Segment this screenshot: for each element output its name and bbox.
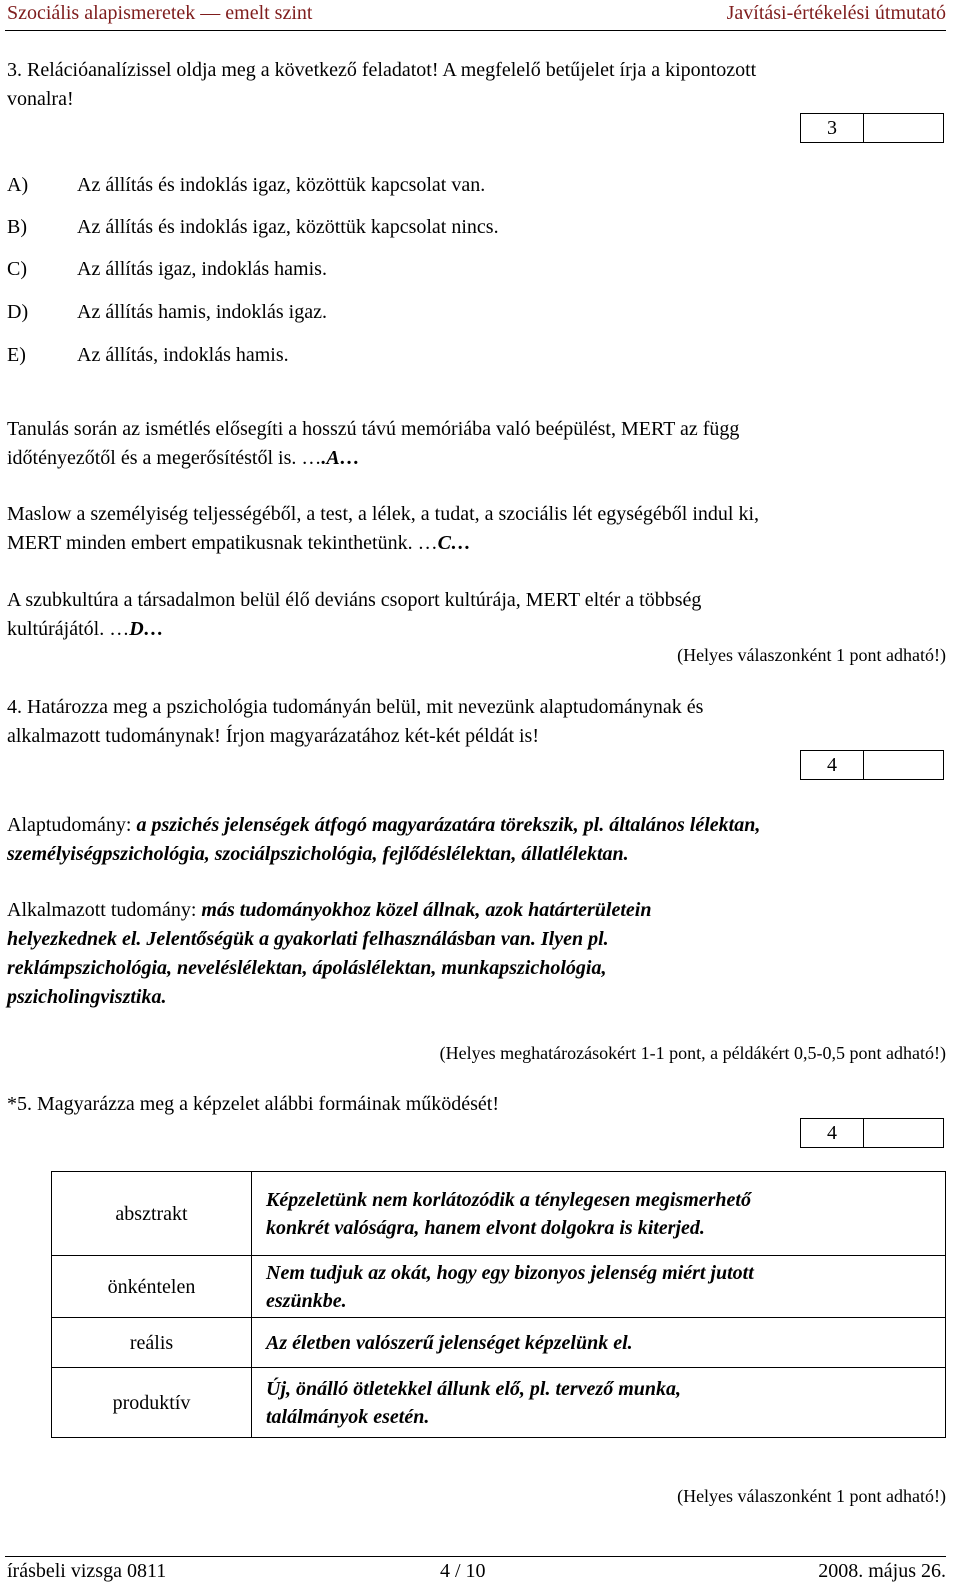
table-row [52,1318,946,1368]
q3-item3-answer: D… [129,618,164,640]
form-description-line2: eszünkbe. [266,1289,347,1312]
q3-option-a-letter: A) [7,174,29,196]
form-name-cell: reális [52,1318,252,1368]
q3-scoring-note: (Helyes válaszonként 1 pont adható!) [677,645,946,665]
table-row [52,1256,946,1318]
q3-item2-text: MERT minden embert empatikusnak tekinthetünk. … [7,532,438,554]
footer-date: 2008. május 26. [818,1560,946,1582]
q3-item1-text: időtényezőtől és a megerősítéstől is. … [7,447,322,469]
q3-item1-answer: .A… [321,447,360,469]
imagination-forms-table [51,1171,946,1438]
q3-item3-line1: A szubkultúra a társadalmon belül élő deviáns csoport kultúrája, MERT eltér a többség [7,589,702,611]
form-description-cell [252,1256,946,1318]
q4-applied-line2: helyezkednek el. Jelentőségük a gyakorlati felhasználásban van. Ilyen pl. [7,928,609,950]
q4-applied-label: Alkalmazott tudomány: [7,899,202,921]
form-description-line1: Az életben valószerű jelenséget képzelünk el. [266,1331,633,1354]
q4-basic-line2: személyiségpszichológia, szociálpszichológia, fejlődéslélektan, állatlélektan. [7,843,629,865]
q4-basic-definition: a pszichés jelenségek átfogó magyarázatára törekszik, pl. általános lélektan, [136,814,761,836]
form-description-line2: találmányok esetén. [266,1405,430,1428]
q3-option-c-letter: C) [7,258,27,280]
q3-option-b-text: Az állítás és indoklás igaz, közöttük kapcsolat nincs. [77,216,499,238]
form-description-line1: Képzeletünk nem korlátozódik a ténylegesen megismerhető [266,1188,751,1211]
q3-option-e-letter: E) [7,344,26,366]
q4-applied-line4: pszicholingvisztika. [7,986,167,1008]
form-description-cell [252,1318,946,1368]
form-description-line1: Nem tudjuk az okát, hogy egy bizonyos jelenség miért jutott [266,1261,754,1284]
q3-item2-answer: C… [437,532,471,554]
q3-option-d-letter: D) [7,301,29,323]
q5-title: *5. Magyarázza meg a képzelet alábbi formáinak működését! [7,1093,500,1115]
header-title-right: Javítási-értékelési útmutató [726,2,946,24]
q3-option-d-text: Az állítás hamis, indoklás igaz. [77,301,327,323]
q3-option-e-text: Az állítás, indoklás hamis. [77,344,289,366]
header-divider [5,30,946,31]
q3-option-a-text: Az állítás és indoklás igaz, közöttük kapcsolat van. [77,174,486,196]
q4-title-line1: 4. Határozza meg a pszichológia tudományán belül, mit nevezünk alaptudománynak és [7,696,704,718]
q4-title-line2: alkalmazott tudománynak! Írjon magyarázatához két-két példát is! [7,725,540,747]
q3-item2-line1: Maslow a személyiség teljességéből, a test, a lélek, a tudat, a szociális lét egységéből indul ki, [7,503,760,525]
footer-page-number: 4 / 10 [440,1560,486,1582]
q3-item1-line2 [7,444,360,472]
q3-option-b-letter: B) [7,216,27,238]
form-description-cell [252,1172,946,1256]
form-description-cell [252,1368,946,1438]
footer-exam-code: írásbeli vizsga 0811 [7,1560,167,1582]
q4-score-value: 4 [801,751,864,779]
form-name-cell: produktív [52,1368,252,1438]
table-row [52,1368,946,1438]
q4-score-box [800,750,944,780]
q3-option-c-text: Az állítás igaz, indoklás hamis. [77,258,327,280]
q4-applied-line1 [7,896,651,924]
q5-scoring-note: (Helyes válaszonként 1 pont adható!) [677,1486,946,1506]
q4-basic-label: Alaptudomány: [7,814,137,836]
q3-item1-line1: Tanulás során az ismétlés elősegíti a hosszú távú memóriába való beépülést, MERT az függ [7,418,740,440]
q3-score-value: 3 [801,114,864,142]
q5-score-box [800,1118,944,1148]
q3-item3-line2 [7,615,164,643]
q4-applied-definition: más tudományokhoz közel állnak, azok határterületein [201,899,652,921]
q4-applied-line3: reklámpszichológia, neveléslélektan, ápoláslélektan, munkapszichológia, [7,957,607,979]
q3-item3-text: kultúrájától. … [7,618,130,640]
form-description-line1: Új, önálló ötletekkel állunk elő, pl. tervező munka, [266,1377,681,1400]
q4-scoring-note: (Helyes meghatározásokért 1-1 pont, a példákért 0,5-0,5 pont adható!) [439,1043,946,1063]
form-name-cell: önkéntelen [52,1256,252,1318]
q3-item2-line2 [7,529,471,557]
form-description-line2: konkrét valóságra, hanem elvont dolgokra is kiterjed. [266,1216,705,1239]
q3-title-line2: vonalra! [7,88,74,110]
q3-title-line1: 3. Relációanalízissel oldja meg a következő feladatot! A megfelelő betűjelet írja a kipontozott [7,59,757,81]
q5-score-value: 4 [801,1119,864,1147]
q4-basic-line1 [7,811,760,839]
header-title-left: Szociális alapismeretek — emelt szint [7,2,313,24]
q3-score-box [800,113,944,143]
table-row [52,1172,946,1256]
footer-divider [5,1556,946,1557]
form-name-cell: absztrakt [52,1172,252,1256]
